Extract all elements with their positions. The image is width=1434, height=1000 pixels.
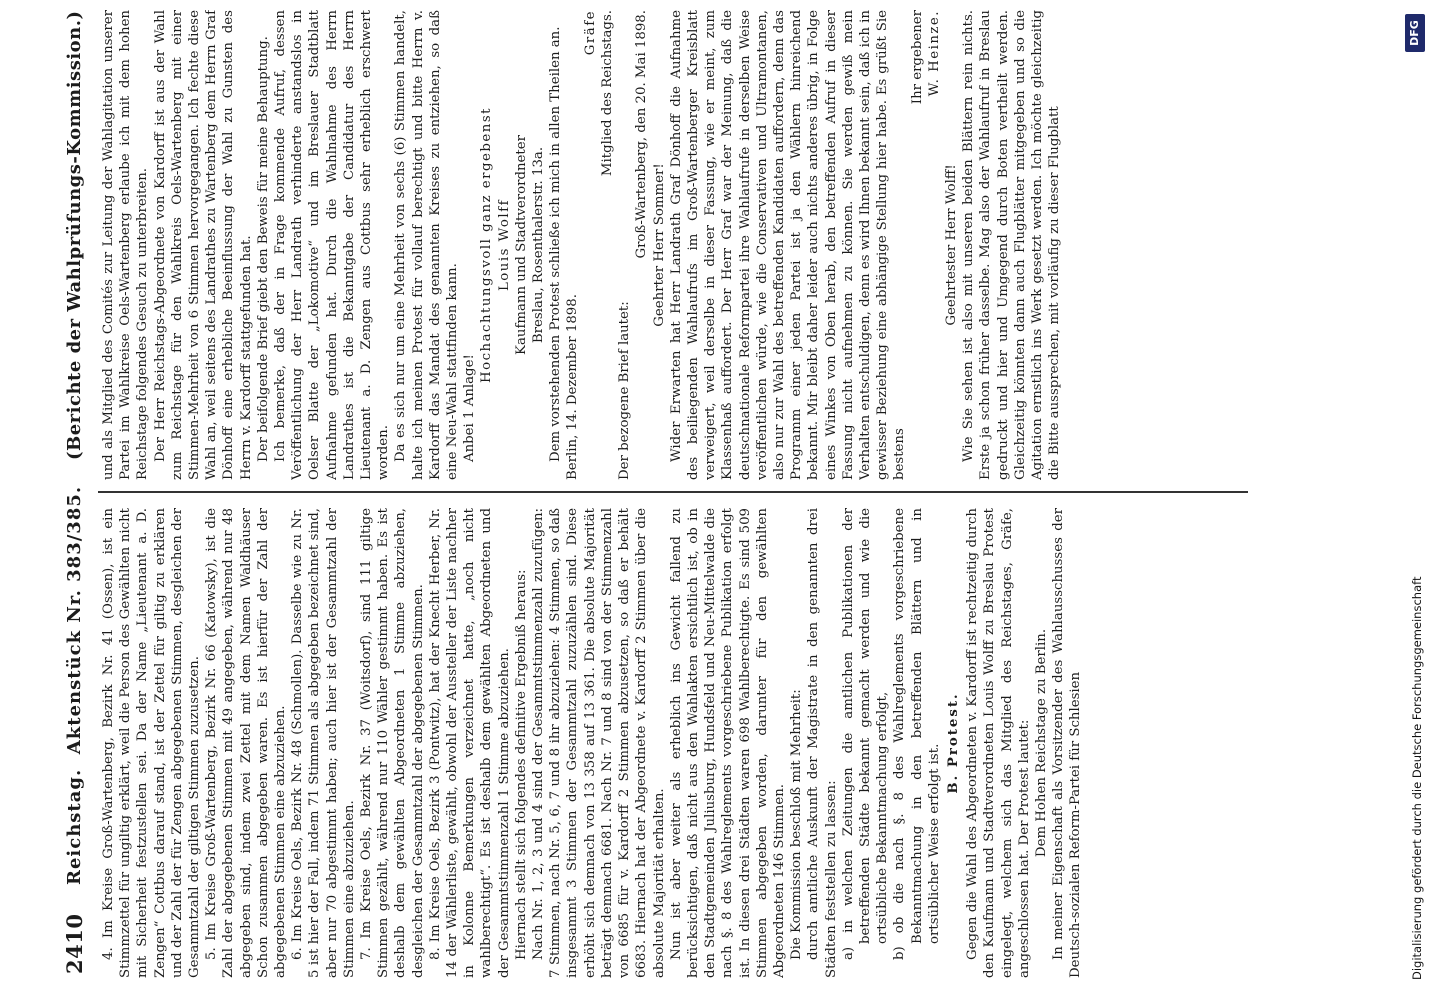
publication-title: Reichstag. — [64, 768, 85, 885]
paragraph: Nach Nr. 1, 2, 3 und 4 sind der Gesammtstimmenzahl zuzufügen: 7 Stimmen, nach Nr. 5, 6, 7 und 8 ihr abzuziehen: 4 Stimmen, so daß insgesammt 3 Stimmen der Gesammtzahl zuzuzählen sind. Diese erhöht sich demnach von 13 358 auf 13 361. Die absolute Majorität beträgt demnach 6681. Nach Nr. 7 und 8 sind von der Stimmenzahl von 6685 für v. Kardorff 2 Stimmen abzusetzen, so daß er behält 6683. Hiernach hat der Abgeordnete v. Kardorff 2 Stimmen über die absolute Majorität erhalten. — [531, 508, 667, 978]
page-header — [62, 10, 96, 980]
paragraph: Ihr ergebener — [909, 10, 925, 105]
paragraph: Die Kommission beschloß mit Mehrheit: — [789, 689, 805, 960]
paragraph: Wider Erwarten hat Herr Landrath Graf Dönhoff die Aufnahme des beiliegenden Wahlaufrufs im Groß-Wartenberger Kreisblatt verweigert, weil derselbe in dieser Fassung, wie er meint, zum Klassenhaß auffordert. Der Herr Graf war der Meinung, daß die deutschnationale Reformpartei ihre Wahlaufrufe in derselben Weise veröffentlichen würde, wie die Conservativen und Ultramontanen, also nur zur Wahl des betreffenden Kandidaten auffordern, denn das Programm einer jeden Partei ist ja den Wählern hinreichend bekannt. Mir bleibt daher leider auch nichts anderes übrig, in Folge eines Winkes von Oben herab, den betreffenden Aufruf in dieser Fassung nicht aufnehmen zu können. Sie werden gewiß mein Verhalten entschuldigen, denn es wird Ihnen bekannt sein, daß ich in gewisser Beziehung eine abhängige Stellung hier habe. Es grüßt Sie bestens — [668, 10, 908, 480]
paragraph: Geehrtester Herr Wolff! — [943, 164, 959, 326]
paragraph: Der bezogene Brief lautet: — [617, 301, 633, 480]
paragraph: 8. Im Kreise Oels, Bezirk 3 (Pontwitz), hat der Knecht Herber, Nr. 14 der Wählerliste, gewählt, obwohl der Aussteller der Liste nachher in Kolonne Bemerkungen verzeichnet hatte, „noch nicht wahlberechtigt“. Es ist deshalb dem gewählten Abgeordneten und der Gesammtstimmenzahl 1 Stimme abzuziehen. — [427, 508, 512, 978]
paragraph: Der beifolgende Brief giebt den Beweis für meine Behauptung. — [255, 36, 271, 462]
paragraph: Berlin, 14. Dezember 1898. — [565, 294, 581, 480]
paragraph: Ich bemerke, daß der in Frage kommende Aufruf, dessen Veröffentlichung der Herr Landrath verhinderte anstandslos in Oelser Blatte der „Lokomotive“ und im Breslauer Stadtblatt Aufnahme gefunden hat. Durch die Wahlnahme des Herrn Landrathes ist die Bekanntgabe der Candidatur des Herrn Lieutenant a. D. Zengen aus Cottbus sehr erheblich erschwert worden. — [273, 10, 392, 480]
paragraph: a) in welchen Zeitungen die amtlichen Publikationen der betreffenden Städte bekannt gemacht werden und wie die ortsübliche Bekanntmachung erfolgt, — [840, 508, 891, 960]
column-divider — [98, 492, 1248, 494]
paragraph: b) ob die nach §. 8 des Wahlreglements vorgeschriebene Bekanntmachung in den betreffenden Blättern und in ortsüblicher Weise erfolgt ist. — [892, 508, 942, 960]
document-number: Aktenstück Nr. 383/385. — [64, 485, 85, 755]
paragraph: Da es sich nur um eine Mehrheit von sechs (6) Stimmen handelt, halte ich meinen Protest für vollauf berechtigt und bitte Herrn v. Kardorff das Mandat des genannten Kreises zu entziehen, so daß eine Neu-Wahl stattfinden kann. — [393, 10, 461, 480]
paragraph: Nun ist aber weiter als erheblich ins Gewicht fallend zu berücksichtigen, daß nicht aus den Wahlakten ersichtlich ist, ob in den Stadtgemeinden Juliusburg, Hundsfeld und Neu-Mittelwalde die nach §. 8 des Wahlreglements vorgeschriebene Publikation erfolgt ist. In diesen drei Städten waren 698 Wahlberechtigte. Es sind 509 Stimmen abgegeben worden, darunter für den gewählten Abgeordneten 146 Stimmen. — [668, 508, 787, 978]
section-context: (Berichte der Wahlprüfungs-Kommission.) — [64, 10, 85, 460]
paragraph: Geehrter Herr Sommer! — [651, 163, 667, 327]
right-text-column — [100, 10, 1245, 480]
paragraph: Kaufmann und Stadtverordneter — [513, 135, 529, 355]
paragraph: Dem vorstehenden Protest schließe ich mich in allen Theilen an. — [548, 26, 564, 462]
page-number: 2410 — [62, 913, 87, 974]
paragraph: Gräfe — [582, 10, 598, 56]
paragraph: durch amtliche Auskunft der Magistrate in den genannten drei Städten feststellen zu lassen: — [806, 508, 839, 978]
paragraph: Mitglied des Reichstags. — [599, 10, 615, 177]
digitization-footer — [1400, 0, 1430, 1000]
paragraph: 7. Im Kreise Oels, Bezirk Nr. 37 (Woitsdorf), sind 111 giltige Stimmen gezählt, während nur 110 Wähler gestimmt haben. Es ist deshalb dem gewählten Abgeordneten 1 Stimme abzuziehen, desgleichen der Gesammtzahl der abgegebenen Stimmen. — [359, 508, 426, 978]
paragraph: und als Mitglied des Comités zur Leitung der Wahlagitation unserer Partei im Wahlkreise Oels-Wartenberg erlaube ich mit dem hohen Reichstage folgendes Gesuch zu unterbreiten. — [101, 10, 151, 480]
paragraph: Anbei 1 Anlage! — [462, 354, 478, 462]
paragraph: 4. Im Kreise Groß-Wartenberg, Bezirk Nr. 41 (Ossen), ist ein Stimmzettel für ungiltig erklärt, weil die Person des Gewählten nicht mit Sicherheit festzustellen sei. Da der Name „Lieutenant a. D. Zengen“ Cottbus darauf stand, ist der Zettel für giltig zu erklären und der Zahl der für Zengen abgegebenen Stimmen, desgleichen der Gesammtzahl der giltigen Stimmen zuzusetzen. — [101, 508, 203, 978]
paragraph: Gegen die Wahl des Abgeordneten v. Kardorff ist rechtzeitig durch den Kaufmann und Stadtverordneten Louis Wolff zu Breslau Protest eingelegt, welchem sich das Mitglied des Reichstages, Gräfe, angeschlossen hat. Der Protest lautet: — [965, 508, 1032, 978]
paragraph: B. Protest. — [945, 692, 961, 794]
dfg-logo: DFG — [1405, 14, 1425, 52]
left-text-column — [100, 508, 1245, 978]
running-title — [64, 486, 85, 885]
paragraph: In meiner Eigenschaft als Vorsitzender des Wahlausschusses der Deutsch-sozialen Reform-Partei für Schlesien — [1051, 508, 1084, 978]
paragraph: Dem Hohen Reichstage zu Berlin. — [1033, 628, 1049, 858]
paragraph: Wie Sie sehen ist also mit unseren beiden Blättern rein nichts. Erste ja schon früher dasselbe. Mag also der Wahlaufruf in Breslau gedruckt und hier und Umgegend durch Boten vertheilt werden. Gleichzeitig könnten dann auch Flugblätter mitgegeben und so die Agitation ernstlich ins Werk gesetzt werden. Ich möchte gleichzeitig die Bitte aussprechen, mit vorläufig zu dieser Flugblatt — [961, 10, 1063, 480]
paragraph: Der Herr Reichstags-Abgeordnete von Kardorff ist aus der Wahl zum Reichstage für den Wahlkreis Oels-Wartenberg mit einer Stimmen-Mehrheit von 6 Stimmen hervorgegangen. Ich fechte diese Wahl an, weil seitens des Landrathes zu Wartenberg dem Herrn Graf Dönhoff eine erhebliche Beeinflussung der Wahl zu Gunsten des Herrn v. Kardorff stattgefunden hat. — [152, 10, 254, 480]
paragraph: Hochachtungsvoll ganz ergebenst — [479, 106, 495, 384]
paragraph: W. Heinze. — [926, 10, 942, 97]
paragraph: Groß-Wartenberg, den 20. Mai 1898. — [634, 10, 650, 259]
paragraph: 6. Im Kreise Oels, Bezirk Nr. 48 (Schmollen). Dasselbe wie zu Nr. 5 ist hier der Fall, indem 71 Stimmen als abgegeben bezeichnet sind, aber nur 70 abgestimmt haben; auch hier ist der Gesammtzahl der Stimmen eine abzuziehen. — [290, 508, 357, 978]
paragraph: Breslau, Rosenthalerstr. 13a. — [531, 146, 547, 344]
paragraph: Louis Wolff — [496, 198, 512, 292]
paragraph: Hiernach stellt sich folgendes definitive Ergebniß heraus: — [513, 569, 529, 960]
funding-note: Digitalisierung gefördert durch die Deutsche Forschungsgemeinschaft — [1410, 576, 1424, 980]
paragraph: 5. Im Kreise Groß-Wartenberg, Bezirk Nr. 66 (Katowsky), ist die Zahl der abgegebenen Stimmen mit 49 angegeben, während nur 48 abgegeben sind, indem zwei Zettel mit dem Namen Waldhäuser Schon zusammen abgegeben waren. Es ist hierfür der Zahl der abgegebenen Stimmen eine abzuziehen. — [204, 508, 289, 978]
